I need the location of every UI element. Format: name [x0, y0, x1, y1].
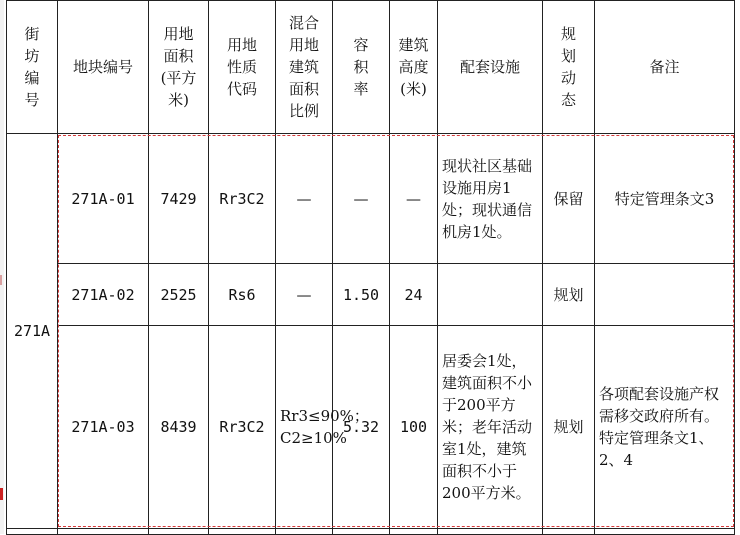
table-row: [7, 264, 735, 326]
header-row: [7, 1, 735, 134]
status-cell: 规划: [543, 264, 595, 326]
header-area: 用地面积(平方米): [149, 1, 209, 134]
notes-line: 特定管理条文1、2、4: [599, 429, 714, 469]
facilities-cell: 居委会1处，建筑面积不小于200平方米；老年活动室1处，建筑面积不小于200平方米。: [438, 326, 543, 529]
height-cell: 100: [390, 326, 438, 529]
status-cell: 保留: [543, 134, 595, 264]
header-far: 容积率: [333, 1, 390, 134]
far-cell: —: [333, 134, 390, 264]
planning-table: [6, 0, 735, 535]
header-parcel: 地块编号: [58, 1, 149, 134]
parcel-cell: 271A-01: [58, 134, 149, 264]
block-id-cell: 271A: [7, 134, 58, 529]
facilities-cell: 现状社区基础设施用房1处；现状通信机房1处。: [438, 134, 543, 264]
header-height: 建筑高度(米): [390, 1, 438, 134]
edge-mark-faint: [0, 275, 2, 285]
area-cell: 2525: [149, 264, 209, 326]
notes-cell: 特定管理条文3: [595, 134, 735, 264]
header-mix: 混合用地建筑面积比例: [276, 1, 333, 134]
header-status: 规划动态: [543, 1, 595, 134]
parcel-cell: 271A-03: [58, 326, 149, 529]
table-tail-row: [7, 529, 735, 535]
nature-cell: Rs6: [209, 264, 276, 326]
far-cell: 5.32: [333, 326, 390, 529]
facilities-cell: [438, 264, 543, 326]
height-cell: 24: [390, 264, 438, 326]
header-block: 街坊编号: [7, 1, 58, 134]
area-cell: 7429: [149, 134, 209, 264]
notes-cell: [595, 326, 735, 529]
mix-cell: —: [276, 264, 333, 326]
header-facilities: 配套设施: [438, 1, 543, 134]
header-notes: 备注: [595, 1, 735, 134]
header-nature: 用地性质代码: [209, 1, 276, 134]
mix-cell: —: [276, 134, 333, 264]
edge-mark: [0, 488, 3, 500]
far-cell: 1.50: [333, 264, 390, 326]
table-row: [7, 326, 735, 529]
parcel-cell: 271A-02: [58, 264, 149, 326]
table-row: [7, 134, 735, 264]
notes-line: 各项配套设施产权需移交政府所有。: [599, 385, 720, 425]
nature-cell: Rr3C2: [209, 326, 276, 529]
height-cell: —: [390, 134, 438, 264]
area-cell: 8439: [149, 326, 209, 529]
nature-cell: Rr3C2: [209, 134, 276, 264]
status-cell: 规划: [543, 326, 595, 529]
notes-cell: [595, 264, 735, 326]
page-edge: [0, 0, 4, 534]
mix-cell: Rr3≤90%；C2≥10%: [276, 326, 333, 529]
